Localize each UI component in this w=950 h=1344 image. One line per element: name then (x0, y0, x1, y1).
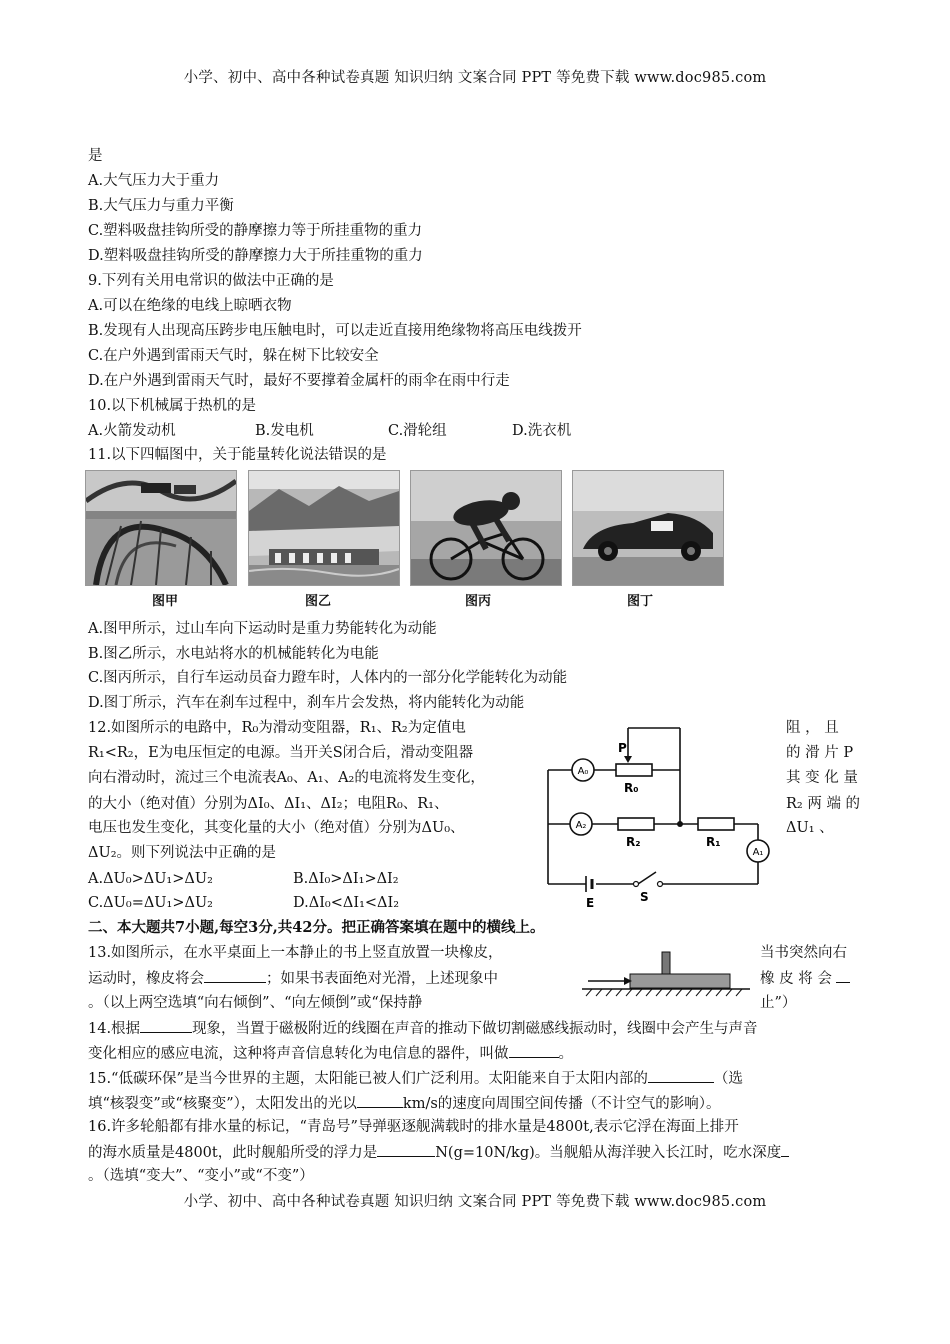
label-r2: R₂ (626, 835, 641, 849)
q12-option-c: C.ΔU₀=ΔU₁>ΔU₂ (88, 895, 213, 911)
q9-stem: 9.下列有关用电常识的做法中正确的是 (88, 273, 334, 289)
q14-text-a: 14.根据 (88, 1021, 141, 1037)
q11-option-c: C.图丙所示，自行车运动员奋力蹬车时，人体内的一部分化学能转化为动能 (88, 670, 568, 686)
label-e: E (586, 896, 595, 910)
q9-option-b: B.发现有人出现高压跨步电压触电时，可以走近直接用绝缘物将高压电线拨开 (88, 323, 582, 339)
label-r1: R₁ (706, 835, 721, 849)
q13-blank-1[interactable] (204, 968, 266, 983)
q16-line-1: 16.许多轮船都有排水量的标记，“青岛号”导弹驱逐舰满载时的排水量是4800t,表示它浮在海面上排开 (88, 1119, 739, 1135)
q12-line-1-right: 阻 ， 且 (786, 720, 839, 736)
q14-text-b: 现象，当置于磁极附近的线圈在声音的推动下做切割磁感线振动时，线圈中会产生与声音 (192, 1021, 758, 1037)
q12-line-1: 12.如图所示的电路中，R₀为滑动变阻器，R₁、R₂为定值电 (88, 720, 466, 736)
q11-option-b: B.图乙所示，水电站将水的机械能转化为电能 (88, 646, 379, 662)
q15-text-d: km/s的速度向周围空间传播（不计空气的影响）。 (402, 1096, 721, 1112)
q16-text-b: 的海水质量是4800t，此时舰船所受的浮力是 (88, 1145, 378, 1161)
q13-text-a: 运动时，橡皮将会 (88, 971, 204, 987)
label-r0: R₀ (624, 781, 639, 795)
label-p: P (618, 741, 627, 755)
q12-line-3: 向右滑动时，流过三个电流表A₀、A₁、A₂的电流将发生变化， (88, 770, 485, 786)
q13-book-eraser-diagram (582, 950, 752, 1000)
q12-line-6: ΔU₂。则下列说法中正确的是 (88, 845, 277, 861)
q8-option-a: A.大气压力大于重力 (88, 173, 220, 189)
q13-text-b: ；如果书表面绝对光滑，上述现象中 (266, 971, 498, 987)
q15-text-b: （选 (713, 1071, 743, 1087)
q15-line-2 (88, 1093, 721, 1114)
q8-option-b: B.大气压力与重力平衡 (88, 198, 234, 214)
q14-line-2 (88, 1043, 573, 1064)
q11-option-a: A.图甲所示，过山车向下运动时是重力势能转化为动能 (88, 621, 437, 637)
page-header: 小学、初中、高中各种试卷真题 知识归纳 文案合同 PPT 等免费下载 www.doc985.com (183, 70, 767, 86)
q10-option-b: B.发电机 (255, 423, 314, 439)
q16-blank-2[interactable] (781, 1142, 789, 1157)
q8-continuation: 是 (88, 148, 103, 164)
cyclist-photo (410, 470, 562, 586)
q10-stem: 10.以下机械属于热机的是 (88, 398, 257, 414)
caption-jia: 图甲 (151, 594, 178, 609)
q12-line-4: 的大小（绝对值）分别为ΔI₀、ΔI₁、ΔI₂；电阻R₀、R₁、 (88, 796, 449, 812)
q12-line-5-right: ΔU₁ 、 (786, 820, 834, 836)
section-2-heading: 二、本大题共7小题,每空3分,共42分。把正确答案填在题中的横线上。 (88, 919, 545, 936)
q14-text-c: 变化相应的感应电流，这种将声音信息转化为电信息的器件，叫做 (88, 1046, 509, 1062)
q13-blank-2[interactable] (836, 968, 850, 983)
q12-line-4-right: R₂ 两 端 的 (786, 796, 861, 812)
caption-yi: 图乙 (304, 594, 331, 609)
hydro-dam-photo (248, 470, 400, 586)
q15-text-a: 15.“低碳环保”是当今世界的主题，太阳能已被人们广泛利用。太阳能来自于太阳内部的 (88, 1071, 648, 1087)
q13-line-3-right: 止”） (760, 995, 797, 1011)
q12-option-b: B.ΔI₀>ΔI₁>ΔI₂ (293, 871, 399, 887)
q9-option-a: A.可以在绝缘的电线上晾晒衣物 (88, 298, 292, 314)
q12-line-2-right: 的 滑 片 P (786, 745, 854, 761)
q13-line-2 (88, 968, 498, 989)
q16-line-2 (88, 1142, 789, 1163)
q8-option-d: D.塑料吸盘挂钩所受的静摩擦力大于所挂重物的重力 (88, 248, 423, 264)
q16-line-3: 。（选填“变大”、“变小”或“不变”） (88, 1168, 314, 1184)
q13-line-2-right (760, 968, 850, 989)
label-a1: A₁ (752, 847, 764, 858)
q12-option-d: D.ΔI₀<ΔI₁<ΔI₂ (293, 895, 400, 911)
q14-text-d: 。 (558, 1046, 573, 1062)
q14-blank-1[interactable] (140, 1018, 192, 1033)
q11-option-d: D.图丁所示，汽车在刹车过程中，刹车片会发热，将内能转化为动能 (88, 695, 525, 711)
q14-blank-2[interactable] (509, 1043, 559, 1058)
q15-line-1 (88, 1068, 743, 1089)
q12-option-a: A.ΔU₀>ΔU₁>ΔU₂ (88, 871, 213, 887)
q12-line-5: 电压也发生变化，其变化量的大小（绝对值）分别为ΔU₀、 (88, 820, 465, 836)
q13-line-1: 13.如图所示，在水平桌面上一本静止的书上竖直放置一块橡皮， (88, 945, 503, 961)
q12-line-2: R₁<R₂，E为电压恒定的电源。当开关S闭合后，滑动变阻器 (88, 745, 474, 761)
q13-line-1-right: 当书突然向右 (760, 945, 847, 961)
caption-bing: 图丙 (464, 594, 491, 609)
q15-blank-1[interactable] (648, 1068, 714, 1083)
roller-coaster-photo (85, 470, 237, 586)
caption-ding: 图丁 (626, 594, 653, 609)
q15-blank-2[interactable] (357, 1093, 403, 1108)
q14-line-1 (88, 1018, 758, 1039)
q10-option-a: A.火箭发动机 (88, 423, 176, 439)
page-footer: 小学、初中、高中各种试卷真题 知识归纳 文案合同 PPT 等免费下载 www.doc985.com (183, 1194, 767, 1210)
label-a2: A₂ (575, 820, 587, 831)
q16-text-c: N(g=10N/kg)。当舰船从海洋驶入长江时，吃水深度 (435, 1145, 782, 1161)
q10-option-d: D.洗衣机 (512, 423, 572, 439)
q11-stem: 11.以下四幅图中，关于能量转化说法错误的是 (88, 447, 387, 463)
q13-line-2-right-text: 橡 皮 将 会 (760, 971, 832, 987)
slider-arrow-icon (624, 756, 632, 763)
q15-text-c: 填“核裂变”或“核聚变”），太阳发出的光以 (88, 1096, 357, 1112)
q13-line-3: 。（以上两空选填“向右倾倒”、“向左倾倒”或“保持静 (88, 995, 423, 1011)
label-a0: A₀ (577, 766, 589, 777)
q16-blank-1[interactable] (377, 1142, 435, 1157)
q9-option-c: C.在户外遇到雷雨天气时，躲在树下比较安全 (88, 348, 379, 364)
label-s: S (640, 890, 649, 904)
q11-figures (85, 470, 725, 610)
q10-option-c: C.滑轮组 (388, 423, 447, 439)
q12-line-3-right: 其 变 化 量 (786, 770, 858, 786)
q12-circuit-diagram (540, 722, 780, 910)
q9-option-d: D.在户外遇到雷雨天气时，最好不要撑着金属杆的雨伞在雨中行走 (88, 373, 510, 389)
q8-option-c: C.塑料吸盘挂钩所受的静摩擦力等于所挂重物的重力 (88, 223, 423, 239)
race-car-photo (572, 470, 724, 586)
